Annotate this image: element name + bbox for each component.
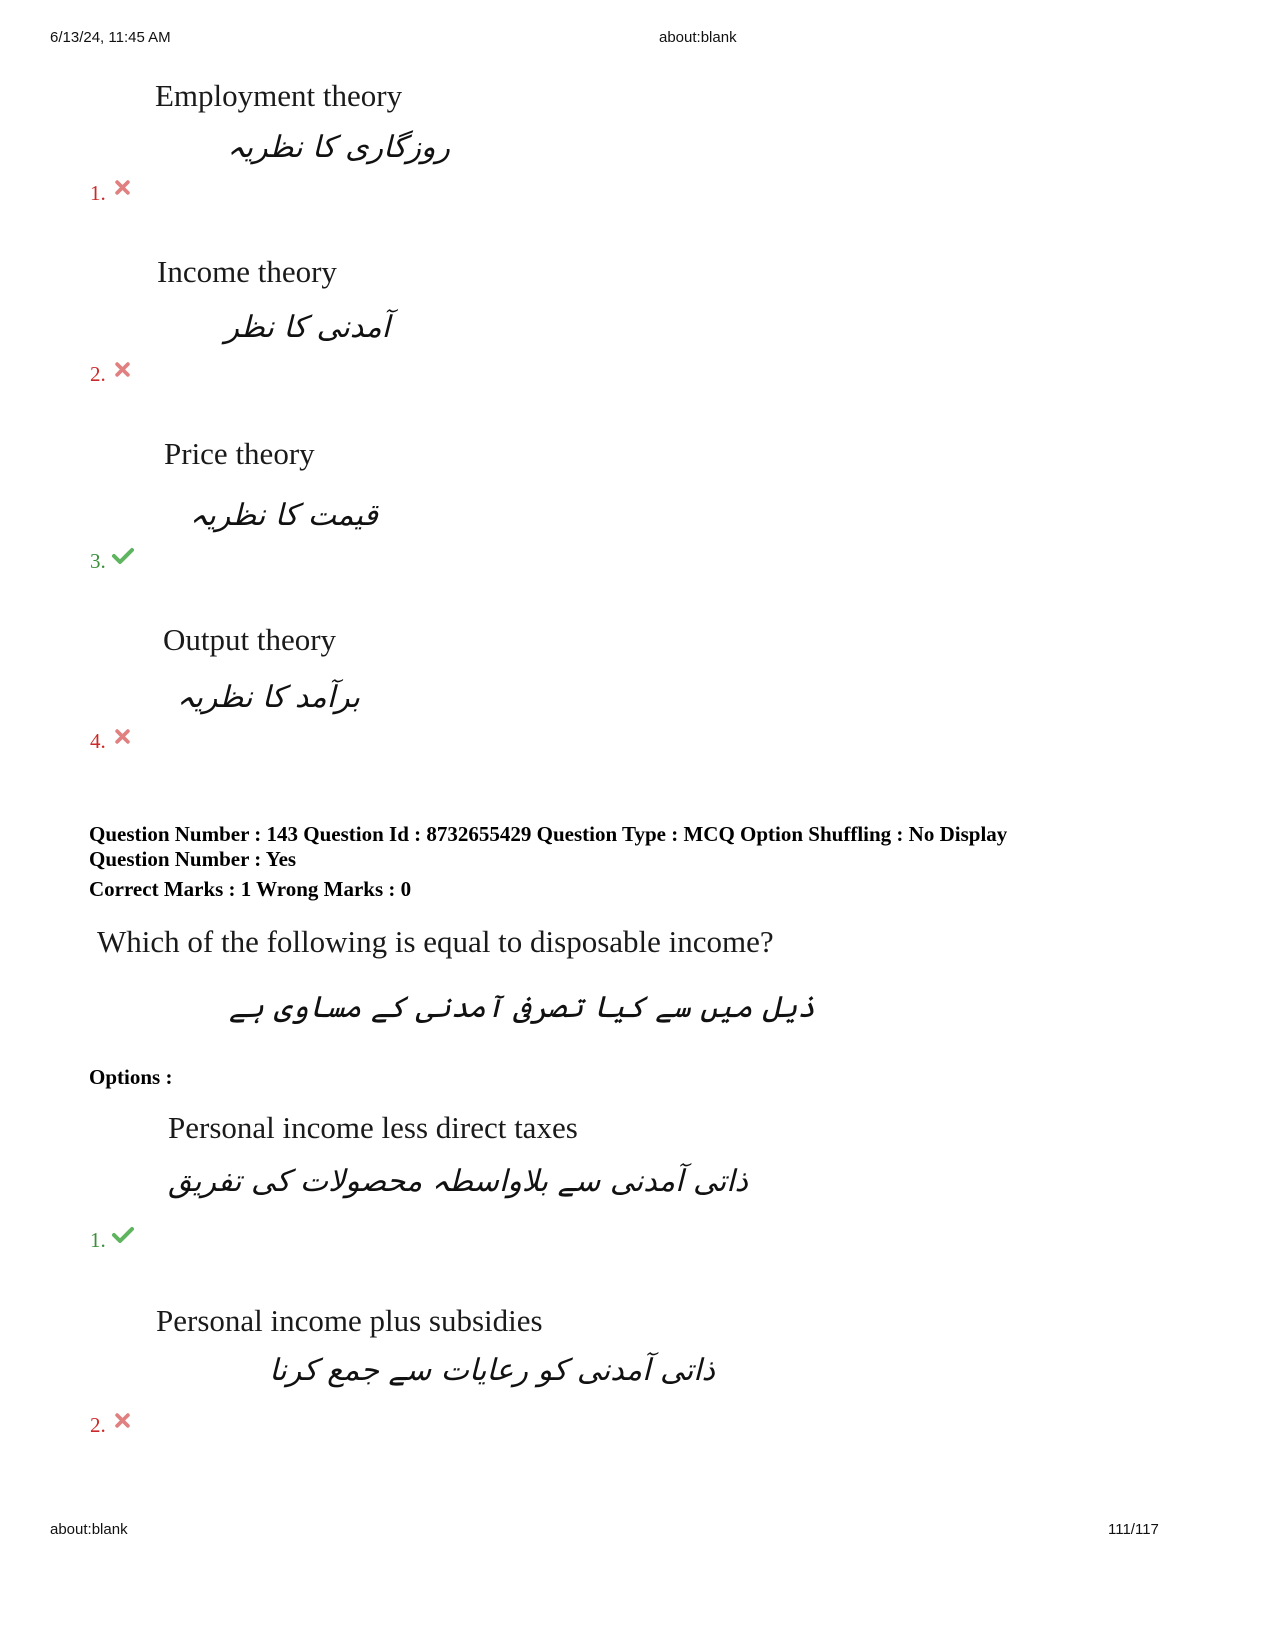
option-number: 3. xyxy=(90,549,106,573)
option-urdu-text: آمدنی کا نظر xyxy=(224,310,390,345)
print-title: about:blank xyxy=(659,29,737,46)
question-english-text: Which of the following is equal to disposable income? xyxy=(97,924,774,959)
options-label: Options : xyxy=(89,1065,173,1089)
wrong-cross-icon xyxy=(115,1413,130,1428)
option-number: 2. xyxy=(90,362,106,386)
print-footer-url: about:blank xyxy=(50,1521,128,1538)
option-urdu-text: ذاتی آمدنی سے بلاواسطہ محصولات کی تفریق xyxy=(168,1164,748,1199)
option-number: 1. xyxy=(90,1228,106,1252)
option-urdu-text: روزگاری کا نظریہ xyxy=(227,130,450,165)
wrong-cross-icon xyxy=(115,362,130,377)
option-english-text: Personal income plus subsidies xyxy=(156,1303,543,1338)
option-number: 4. xyxy=(90,729,106,753)
page-number: 111/117 xyxy=(1108,1521,1159,1538)
print-datetime: 6/13/24, 11:45 AM xyxy=(50,29,171,46)
question-meta-line-2: Question Number : Yes xyxy=(89,847,297,871)
option-number: 2. xyxy=(90,1413,106,1437)
question-urdu-text: ذیل میں سے کیا تصرفی آمدنی کے مساوی ہے xyxy=(228,990,815,1025)
wrong-cross-icon xyxy=(115,180,130,195)
correct-check-icon xyxy=(112,547,134,565)
option-number: 1. xyxy=(90,181,106,205)
option-urdu-text: قیمت کا نظریہ xyxy=(189,498,378,533)
option-english-text: Personal income less direct taxes xyxy=(168,1110,578,1145)
correct-check-icon xyxy=(112,1226,134,1244)
question-meta-line: Question Number : 143 Question Id : 8732655429 Question Type : MCQ Option Shuffling : No Display xyxy=(89,822,1008,846)
marks-line: Correct Marks : 1 Wrong Marks : 0 xyxy=(89,877,412,901)
option-english-text: Income theory xyxy=(157,254,337,289)
option-english-text: Output theory xyxy=(163,622,337,657)
option-urdu-text: ذاتی آمدنی کو رعایات سے جمع کرنا xyxy=(269,1353,715,1388)
option-english-text: Price theory xyxy=(164,436,315,471)
option-english-text: Employment theory xyxy=(155,78,403,113)
option-urdu-text: برآمد کا نظریہ xyxy=(177,680,360,715)
wrong-cross-icon xyxy=(115,729,130,744)
